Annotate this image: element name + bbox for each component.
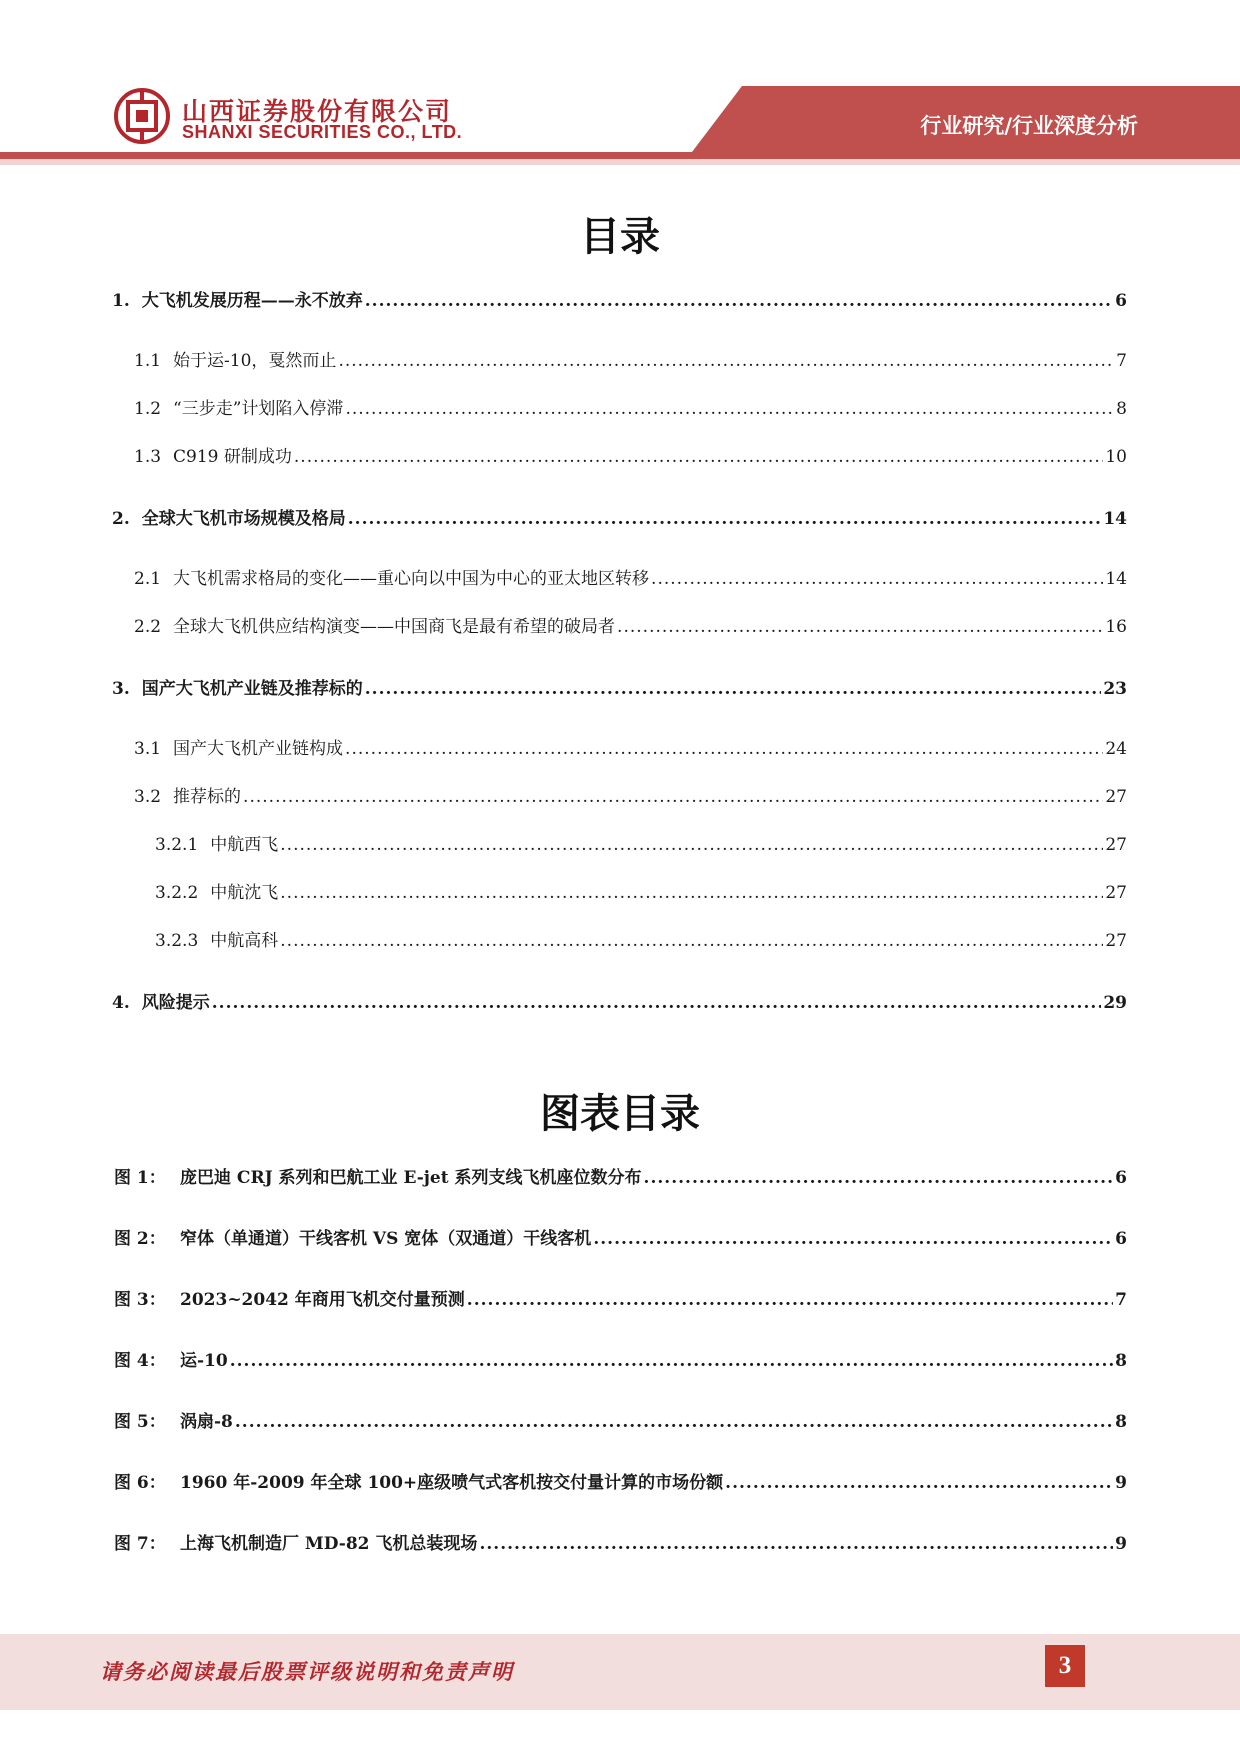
- toc-entry-page: 16: [1105, 617, 1127, 637]
- figure-entry-label: 上海飞机制造厂 MD-82 飞机总装现场: [180, 1534, 478, 1554]
- toc-dot-leader: [212, 992, 1102, 1014]
- toc-entry-page: 29: [1103, 993, 1127, 1013]
- toc-entry-label: 中航高科: [210, 931, 279, 951]
- toc-dot-leader: [345, 398, 1114, 420]
- toc-entry[interactable]: [134, 564, 1127, 590]
- toc-entry-label: 全球大飞机市场规模及格局: [141, 509, 346, 529]
- toc-entry-page: 24: [1105, 739, 1127, 759]
- toc-entry-page: 14: [1105, 569, 1127, 589]
- toc-dot-leader: [651, 568, 1103, 590]
- toc-entry-number: 3.1: [134, 739, 162, 759]
- toc-entry-label: 中航西飞: [210, 835, 279, 855]
- toc-entry-number: 1.: [112, 291, 130, 311]
- figure-dot-leader: [725, 1472, 1113, 1494]
- toc-entry[interactable]: [134, 782, 1127, 808]
- toc-entry-page: 27: [1105, 883, 1127, 903]
- toc-entry-label: 全球大飞机供应结构演变——中国商飞是最有希望的破局者: [173, 617, 616, 637]
- toc-entry[interactable]: [112, 674, 1127, 700]
- toc-entry-number: 3.2: [134, 787, 162, 807]
- toc-entry-number: 4.: [112, 993, 130, 1013]
- figure-entry-label: 窄体（单通道）干线客机 VS 宽体（双通道）干线客机: [180, 1229, 592, 1249]
- figure-entry[interactable]: [114, 1285, 1127, 1311]
- figure-dot-leader: [467, 1289, 1113, 1311]
- figure-entry[interactable]: [114, 1163, 1127, 1189]
- company-name-cn: 山西证券股份有限公司: [182, 97, 453, 126]
- toc-entry-number: 1.3: [134, 447, 162, 467]
- toc-entry-page: 7: [1116, 351, 1127, 371]
- report-category: 行业研究/行业深度分析: [920, 114, 1138, 138]
- toc-entry-label: 大飞机需求格局的变化——重心向以中国为中心的亚太地区转移: [173, 569, 650, 589]
- toc-entry-label: “三步走”计划陷入停滞: [173, 399, 344, 419]
- toc-entry-number: 1.2: [134, 399, 162, 419]
- toc-entry-page: 10: [1105, 447, 1127, 467]
- figure-dot-leader: [235, 1411, 1113, 1433]
- toc-dot-leader: [294, 446, 1103, 468]
- figure-entry-label: 2023~2042 年商用飞机交付量预测: [180, 1290, 465, 1310]
- figure-entry-page: 8: [1115, 1351, 1127, 1371]
- toc-entry-label: 国产大飞机产业链构成: [173, 739, 344, 759]
- toc-entry-label: 风险提示: [141, 993, 210, 1013]
- toc-title: 目录: [580, 214, 660, 260]
- figure-entry-number: 图 2：: [114, 1229, 166, 1249]
- toc-dot-leader: [280, 930, 1103, 952]
- toc-entry-number: 2.1: [134, 569, 162, 589]
- toc-entry-page: 23: [1103, 679, 1127, 699]
- figure-entry-label: 涡扇-8: [180, 1412, 233, 1432]
- toc-entry-page: 27: [1105, 835, 1127, 855]
- toc-entry-label: C919 研制成功: [173, 447, 292, 467]
- figure-entry-page: 6: [1115, 1229, 1127, 1249]
- figure-dot-leader: [230, 1350, 1113, 1372]
- figure-entry-page: 7: [1115, 1290, 1127, 1310]
- figure-dot-leader: [644, 1167, 1114, 1189]
- toc-dot-leader: [338, 350, 1114, 372]
- figure-entry-number: 图 6：: [114, 1473, 166, 1493]
- toc-entry[interactable]: [155, 878, 1127, 904]
- toc-entry-number: 1.1: [134, 351, 162, 371]
- figure-entry-page: 9: [1115, 1534, 1127, 1554]
- toc-entry-page: 6: [1115, 291, 1127, 311]
- figure-entry-label: 运-10: [180, 1351, 228, 1371]
- figure-entry-number: 图 7：: [114, 1534, 166, 1554]
- figure-entry[interactable]: [114, 1407, 1127, 1433]
- toc-entry-label: 大飞机发展历程——永不放弃: [141, 291, 363, 311]
- figure-entry-page: 9: [1115, 1473, 1127, 1493]
- toc-entry-label: 始于运-10，戛然而止: [173, 351, 337, 371]
- toc-entry[interactable]: [134, 346, 1127, 372]
- toc-entry-number: 3.: [112, 679, 130, 699]
- toc-entry[interactable]: [134, 442, 1127, 468]
- toc-entry-number: 3.2.1: [155, 835, 199, 855]
- toc-entry-number: 3.2.2: [155, 883, 199, 903]
- page-number: 3: [1045, 1645, 1085, 1687]
- toc-dot-leader: [345, 738, 1103, 760]
- toc-dot-leader: [617, 616, 1103, 638]
- toc-entry[interactable]: [112, 286, 1127, 312]
- toc-dot-leader: [348, 508, 1102, 530]
- toc-entry[interactable]: [112, 504, 1127, 530]
- toc-dot-leader: [280, 834, 1103, 856]
- figure-list-title: 图表目录: [540, 1091, 700, 1137]
- figure-entry-label: 1960 年-2009 年全球 100+座级喷气式客机按交付量计算的市场份额: [180, 1473, 724, 1493]
- toc-entry[interactable]: [134, 734, 1127, 760]
- toc-entry-number: 2.: [112, 509, 130, 529]
- company-logo-icon: [114, 88, 170, 144]
- toc-entry-label: 推荐标的: [173, 787, 242, 807]
- figure-entry-label: 庞巴迪 CRJ 系列和巴航工业 E-jet 系列支线飞机座位数分布: [180, 1168, 642, 1188]
- toc-dot-leader: [365, 290, 1113, 312]
- figure-dot-leader: [593, 1228, 1113, 1250]
- toc-dot-leader: [243, 786, 1103, 808]
- figure-entry[interactable]: [114, 1224, 1127, 1250]
- figure-entry[interactable]: [114, 1468, 1127, 1494]
- figure-entry-page: 6: [1115, 1168, 1127, 1188]
- company-name-en: SHANXI SECURITIES CO., LTD.: [182, 122, 463, 142]
- figure-entry[interactable]: [114, 1529, 1127, 1555]
- toc-entry-number: 2.2: [134, 617, 162, 637]
- toc-entry-page: 27: [1105, 931, 1127, 951]
- toc-entry[interactable]: [112, 988, 1127, 1014]
- toc-entry[interactable]: [155, 926, 1127, 952]
- figure-dot-leader: [479, 1533, 1113, 1555]
- toc-entry-label: 国产大飞机产业链及推荐标的: [141, 679, 363, 699]
- toc-entry[interactable]: [155, 830, 1127, 856]
- disclaimer-link[interactable]: 请务必阅读最后股票评级说明和免责声明: [100, 1660, 514, 1684]
- figure-entry-number: 图 3：: [114, 1290, 166, 1310]
- toc-entry-page: 14: [1103, 509, 1127, 529]
- toc-entry[interactable]: [134, 394, 1127, 420]
- toc-entry-number: 3.2.3: [155, 931, 199, 951]
- figure-entry-page: 8: [1115, 1412, 1127, 1432]
- figure-entry[interactable]: [114, 1346, 1127, 1372]
- toc-entry-label: 中航沈飞: [210, 883, 279, 903]
- toc-entry-page: 27: [1105, 787, 1127, 807]
- header-decoration: [0, 0, 1240, 170]
- figure-entry-number: 图 1：: [114, 1168, 166, 1188]
- toc-entry-page: 8: [1116, 399, 1127, 419]
- figure-entry-number: 图 5：: [114, 1412, 166, 1432]
- toc-dot-leader: [280, 882, 1103, 904]
- toc-dot-leader: [365, 678, 1102, 700]
- page-header: [0, 0, 1240, 170]
- figure-entry-number: 图 4：: [114, 1351, 166, 1371]
- toc-entry[interactable]: [134, 612, 1127, 638]
